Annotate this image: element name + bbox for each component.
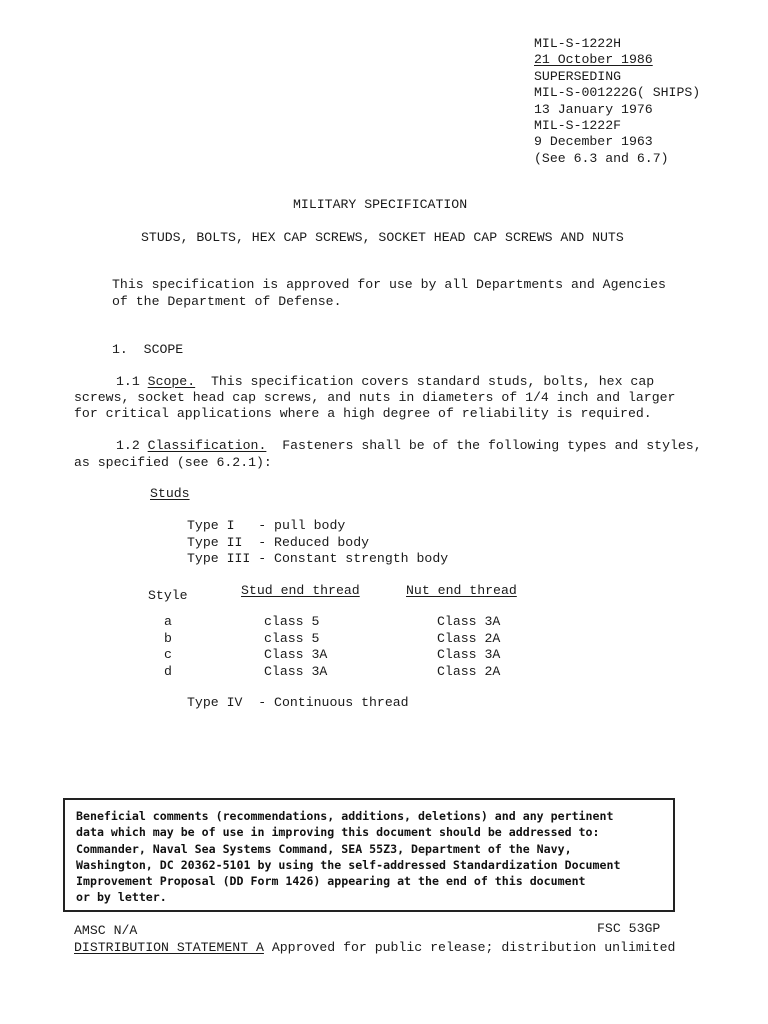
paragraph-number: 1.1 — [116, 374, 148, 389]
notice-line: Washington, DC 20362-5101 by using the self-addressed Standardization Document — [76, 857, 621, 872]
superseding-label: SUPERSEDING — [534, 68, 622, 84]
document-header — [534, 36, 700, 167]
notice-line: Commander, Naval Sea Systems Command, SEA 55Z3, Department of the Navy, — [76, 841, 572, 856]
stud-thread-cell: Class 3A — [264, 664, 328, 679]
notice-line: Improvement Proposal (DD Form 1426) appearing at the end of this document — [76, 874, 586, 889]
type-line-3: Type III - Constant strength body — [187, 551, 449, 566]
type-line-2: Type II - Reduced body — [187, 535, 370, 550]
document-type: MILITARY SPECIFICATION — [293, 197, 468, 212]
nut-thread-cell: Class 2A — [437, 631, 501, 646]
paragraph-1-1-line-3: for critical applications where a high degree of reliability is required. — [74, 406, 652, 421]
paragraph-text: This specification covers standard studs, bolts, hex cap — [195, 374, 655, 389]
stud-thread-cell: class 5 — [264, 614, 320, 629]
notice-line: data which may be of use in improving this document should be addressed to: — [76, 825, 600, 840]
spec-date: 21 October 1986 — [534, 52, 653, 68]
style-cell: a — [164, 614, 172, 629]
paragraph-1-2-line-2: as specified (see 6.2.1): — [74, 455, 272, 470]
paragraph-1-2-line-1 — [116, 438, 702, 454]
style-cell: d — [164, 664, 172, 679]
style-cell: c — [164, 647, 172, 662]
superseded-spec-2: MIL-S-1222F — [534, 118, 622, 134]
comments-notice-box — [63, 798, 675, 912]
stud-end-column-header: Stud end thread — [241, 583, 360, 598]
document-title: STUDS, BOLTS, HEX CAP SCREWS, SOCKET HEAD CAP SCREWS AND NUTS — [141, 230, 624, 245]
see-reference: (See 6.3 and 6.7) — [534, 150, 669, 166]
approval-line-2: of the Department of Defense. — [112, 294, 342, 309]
style-cell: b — [164, 631, 172, 646]
type-iv-line: Type IV - Continuous thread — [187, 695, 409, 710]
paragraph-text: Fasteners shall be of the following types and styles, — [266, 438, 702, 453]
approval-line-1: This specification is approved for use by all Departments and Agencies — [112, 277, 666, 292]
notice-line: Beneficial comments (recommendations, additions, deletions) and any pertinent — [76, 809, 614, 823]
distribution-statement — [74, 940, 675, 956]
style-column-header: Style — [148, 588, 188, 603]
superseded-date-1: 13 January 1976 — [534, 101, 653, 117]
studs-heading: Studs — [150, 486, 190, 501]
paragraph-title-scope: Scope. — [147, 374, 196, 389]
section-heading-scope: 1. SCOPE — [112, 342, 184, 357]
nut-end-column-header: Nut end thread — [406, 583, 517, 598]
type-line-1: Type I - pull body — [187, 518, 346, 533]
superseded-date-2: 9 December 1963 — [534, 134, 653, 150]
nut-thread-cell: Class 3A — [437, 614, 501, 629]
paragraph-1-1-line-1 — [116, 374, 654, 390]
amsc-code: AMSC N/A — [74, 923, 138, 938]
superseded-spec-1: MIL-S-001222G( SHIPS) — [534, 85, 701, 101]
spec-number: MIL-S-1222H — [534, 36, 622, 51]
stud-thread-cell: class 5 — [264, 631, 320, 646]
stud-thread-cell: Class 3A — [264, 647, 328, 662]
distribution-label: DISTRIBUTION STATEMENT A — [74, 940, 264, 955]
distribution-text: Approved for public release; distribution unlimited — [263, 940, 676, 955]
nut-thread-cell: Class 2A — [437, 664, 501, 679]
paragraph-1-1-line-2: screws, socket head cap screws, and nuts in diameters of 1/4 inch and larger — [74, 390, 676, 405]
fsc-code: FSC 53GP — [597, 921, 661, 936]
notice-line: or by letter. — [76, 890, 167, 905]
nut-thread-cell: Class 3A — [437, 647, 501, 662]
paragraph-number: 1.2 — [116, 438, 148, 453]
paragraph-title-classification: Classification. — [147, 438, 267, 453]
